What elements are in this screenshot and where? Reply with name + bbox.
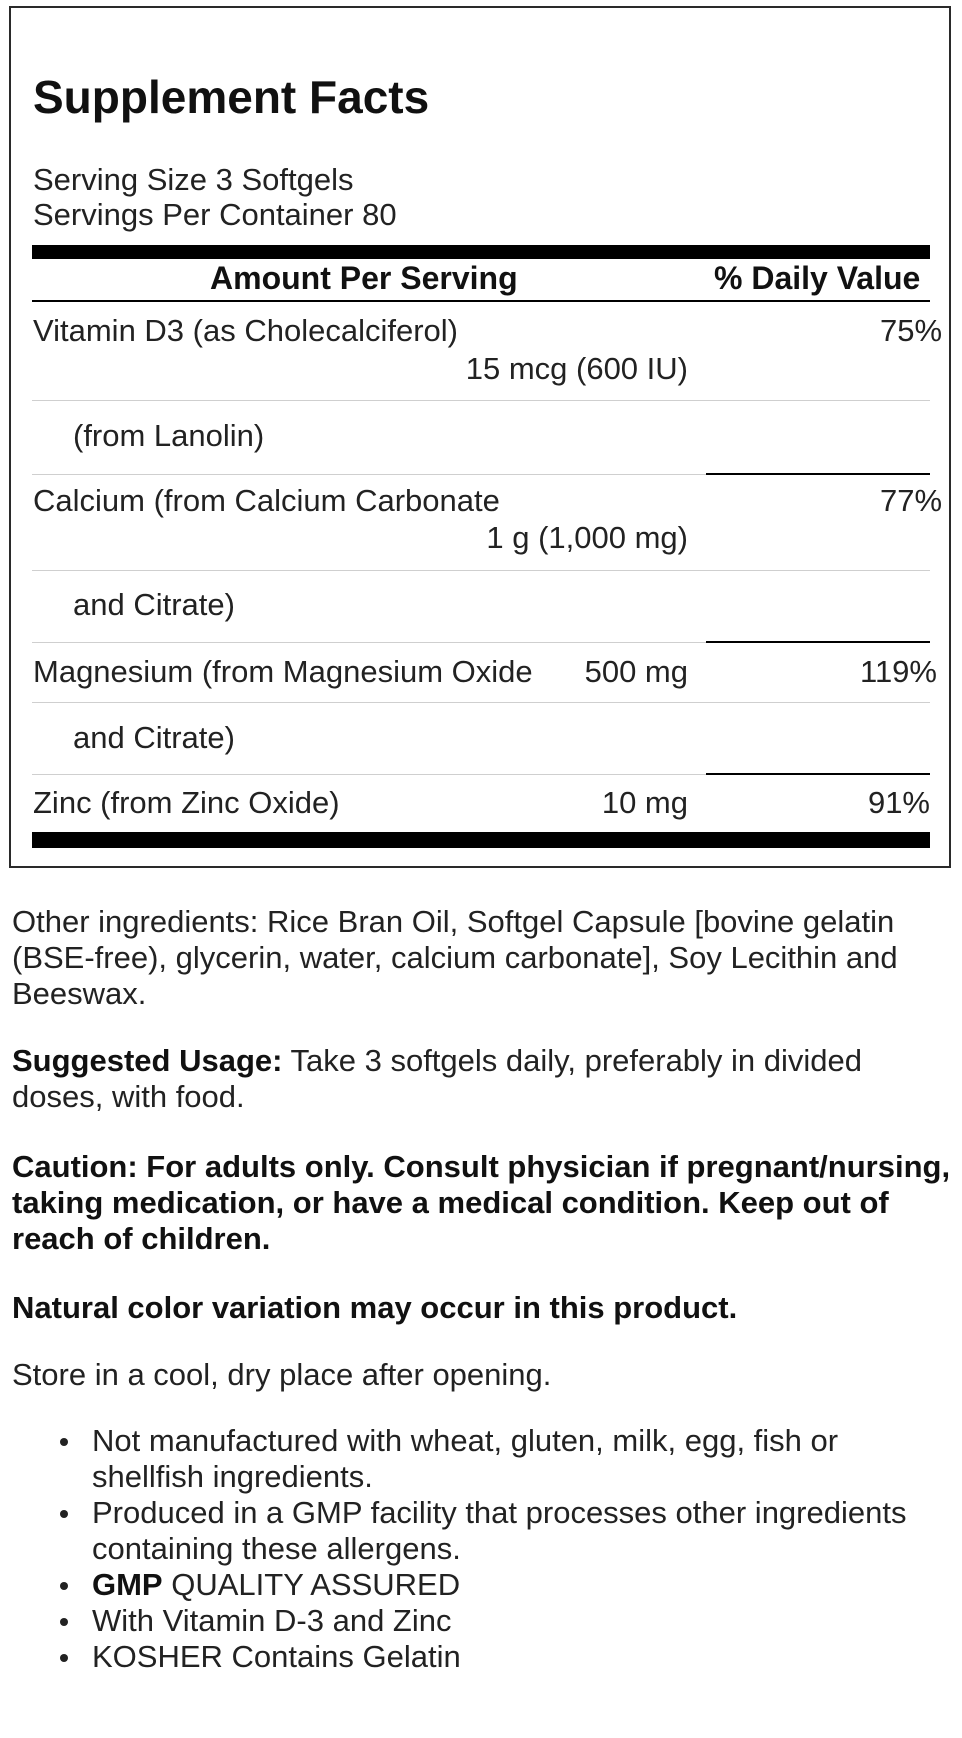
daily-value-header: % Daily Value <box>714 260 921 296</box>
nutrient-amount-zinc: 10 mg <box>601 785 688 820</box>
nutrient-subtext-calcium: and Citrate) <box>73 587 235 622</box>
dv-column-rule <box>706 641 930 643</box>
feature-list <box>52 1423 942 1675</box>
list-item: Produced in a GMP facility that processes other ingredients containing these allergens. <box>52 1495 942 1567</box>
row-separator <box>32 570 930 571</box>
amount-per-serving-header: Amount Per Serving <box>210 260 518 296</box>
nutrient-dv-calcium: 77% <box>880 483 943 518</box>
nutrient-name-zinc: Zinc (from Zinc Oxide) <box>33 785 340 820</box>
nutrient-amount-vitamin-d3: 15 mcg (600 IU) <box>465 351 688 386</box>
nutrient-name-magnesium: Magnesium (from Magnesium Oxide <box>33 654 533 689</box>
row-separator <box>32 642 706 643</box>
suggested-usage-label: Suggested Usage: <box>12 1043 283 1078</box>
list-item: KOSHER Contains Gelatin <box>52 1639 942 1675</box>
list-item: Not manufactured with wheat, gluten, milk, egg, fish or shellfish ingredients. <box>52 1423 942 1495</box>
nutrient-amount-calcium: 1 g (1,000 mg) <box>486 520 688 555</box>
header-top-bar <box>32 245 930 259</box>
gmp-label: GMP <box>92 1567 163 1602</box>
serving-size: Serving Size 3 Softgels <box>33 162 354 197</box>
nutrient-subtext-magnesium: and Citrate) <box>73 720 235 755</box>
supplement-facts-title: Supplement Facts <box>33 71 430 123</box>
caution-note: Caution: For adults only. Consult physician if pregnant/nursing, taking medication, or have a medical condition. Keep out of reach of children. <box>12 1149 951 1256</box>
row-separator <box>32 774 706 775</box>
color-variation-note: Natural color variation may occur in this product. <box>12 1290 738 1325</box>
row-separator <box>32 702 930 703</box>
row-separator <box>32 400 930 401</box>
servings-per-container: Servings Per Container 80 <box>33 197 397 232</box>
nutrient-dv-magnesium: 119% <box>860 654 937 689</box>
nutrient-amount-magnesium: 500 mg <box>584 654 688 689</box>
dv-column-rule <box>706 773 930 775</box>
suggested-usage-text: Take 3 softgels daily, preferably in divided doses, with food. <box>12 1043 863 1114</box>
nutrient-dv-zinc: 91% <box>867 785 930 820</box>
nutrient-name-calcium: Calcium (from Calcium Carbonate <box>33 483 500 518</box>
footer-bar <box>32 832 930 848</box>
other-ingredients: Other ingredients: Rice Bran Oil, Softgel Capsule [bovine gelatin (BSE-free), glycerin, water, calcium carbonate], Soy Lecithin and Beeswax. <box>12 904 898 1011</box>
nutrient-name-vitamin-d3: Vitamin D3 (as Cholecalciferol) <box>33 313 458 348</box>
header-rule <box>32 300 930 302</box>
suggested-usage <box>12 1043 952 1115</box>
gmp-text: QUALITY ASSURED <box>162 1567 461 1602</box>
storage-note: Store in a cool, dry place after opening. <box>12 1357 552 1392</box>
dv-column-rule <box>706 473 930 475</box>
list-item: With Vitamin D-3 and Zinc <box>52 1603 942 1639</box>
list-item <box>52 1567 942 1603</box>
nutrient-subtext-vitamin-d3: (from Lanolin) <box>73 418 265 453</box>
row-separator <box>32 474 706 475</box>
nutrient-dv-vitamin-d3: 75% <box>880 313 943 348</box>
